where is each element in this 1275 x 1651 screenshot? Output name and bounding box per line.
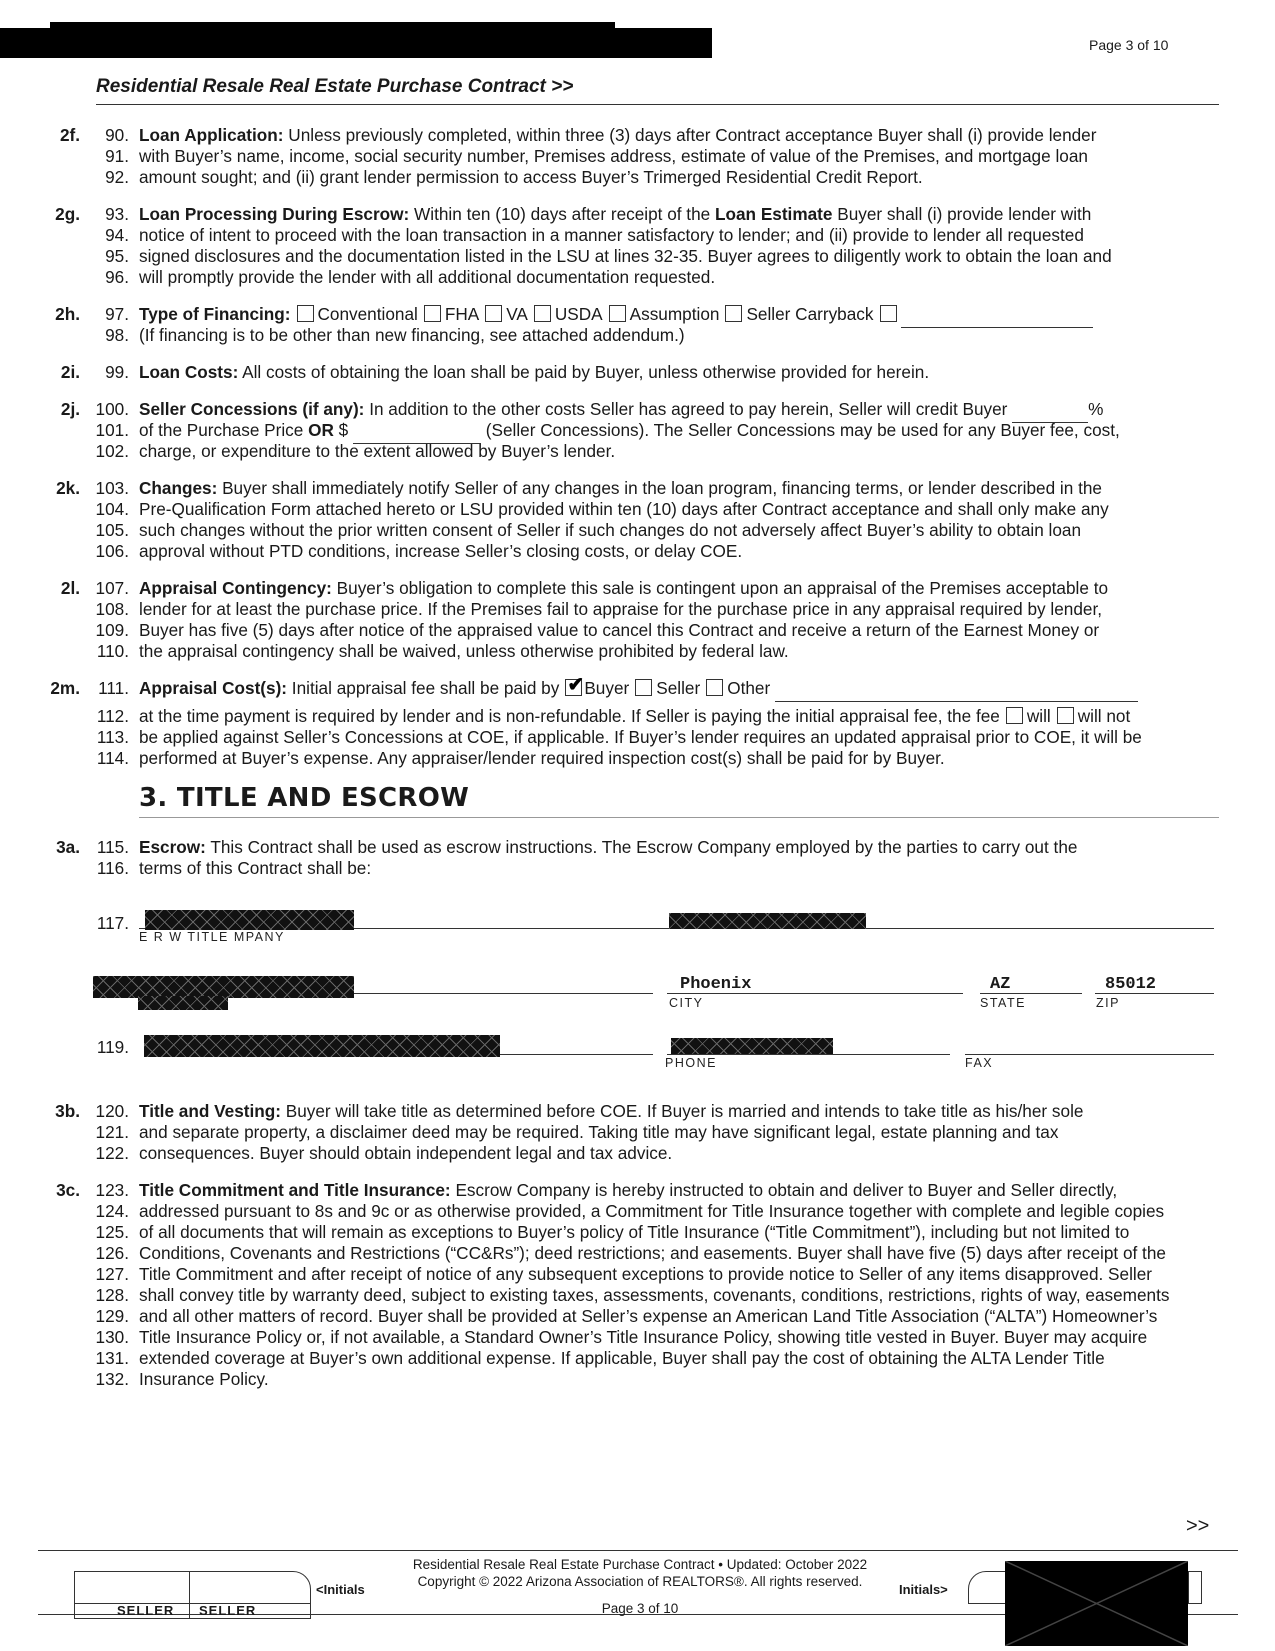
buyer-initials-box-1[interactable] <box>968 1571 1010 1604</box>
appraisal-other-input[interactable] <box>775 680 1138 702</box>
line-number: 122. <box>95 1143 129 1163</box>
option-label: USDA <box>554 304 603 324</box>
para-heading: Changes: <box>139 478 218 498</box>
option-label: Conventional <box>317 304 418 324</box>
line-text: Buyer will take title as determined before COE. If Buyer is married and intends to take title as his/her sole <box>280 1101 1084 1121</box>
redacted-escrow-company <box>145 910 354 930</box>
line-number: 108. <box>95 599 129 619</box>
line-text: consequences. Buyer should obtain independent legal and tax advice. <box>139 1143 673 1163</box>
line-text: (Seller Concessions). The Seller Concessions may be used for any Buyer fee, cost, <box>481 420 1120 440</box>
line-text: signed disclosures and the documentation listed in the LSU at lines 32-35. Buyer agrees to diligently work to obtain the loan and <box>139 246 1112 266</box>
section-label: 3b. <box>55 1101 80 1121</box>
financing-assumption-checkbox[interactable] <box>609 305 626 322</box>
line-text: Title Insurance Policy or, if not available, a Standard Owner’s Title Insurance Policy, showing title vested in Buyer. Buyer may acquire <box>139 1327 1148 1347</box>
line-text: the appraisal contingency shall be waived, unless otherwise prohibited by federal law. <box>139 641 789 661</box>
line-number: 115. <box>96 837 129 857</box>
line-number: 90. <box>105 125 129 145</box>
escrow-company-label: E R W TITLE MPANY <box>139 930 285 944</box>
line-text: lender for at least the purchase price. If the Premises fail to appraise for the purchase price in any appraisal required by lender, <box>139 599 1103 619</box>
line-text: and separate property, a disclaimer deed may be required. Taking title may have significant legal, estate planning and tax <box>139 1122 1059 1142</box>
financing-seller-carryback-checkbox[interactable] <box>725 305 742 322</box>
continued-marker: >> <box>1186 1515 1210 1537</box>
section-label: 3c. <box>56 1180 80 1200</box>
line-number: 91. <box>105 146 129 166</box>
line-number: 111. <box>98 678 129 698</box>
line-number: 102. <box>95 441 129 461</box>
escrow-address-input[interactable] <box>354 993 653 994</box>
para-heading: Escrow: <box>139 837 206 857</box>
line-number: 128. <box>95 1285 129 1305</box>
section-label: 2g. <box>55 204 80 224</box>
financing-usda-checkbox[interactable] <box>534 305 551 322</box>
section-label: 3a. <box>56 837 80 857</box>
line-text: with Buyer’s name, income, social security number, Premises address, estimate of value of the Premises, and mortgage loan <box>139 146 1088 166</box>
escrow-phone-input[interactable] <box>667 1054 950 1055</box>
bold-term: Loan Estimate <box>714 204 833 224</box>
line-number: 100. <box>95 399 129 419</box>
zip-label: ZIP <box>1096 996 1120 1010</box>
section-label: 2k. <box>56 478 80 498</box>
line-text: at the time payment is required by lender and is non-refundable. If Seller is paying the initial appraisal fee, the fee <box>139 706 1000 726</box>
fee-will-not-checkbox[interactable] <box>1057 707 1074 724</box>
line-text: will promptly provide the lender with all additional documentation requested. <box>139 267 716 287</box>
line-number: 92. <box>105 167 129 187</box>
line-number: 101. <box>95 420 129 440</box>
line-number: 112. <box>96 706 129 726</box>
appraisal-buyer-checkbox[interactable] <box>565 679 582 696</box>
redacted-buyer-initials <box>1005 1561 1188 1646</box>
percent-sign: % <box>1088 399 1104 419</box>
seller-label-divider <box>189 1602 190 1618</box>
line-number: 116. <box>96 858 129 878</box>
line-text: notice of intent to proceed with the loan transaction in a manner satisfactory to lender; and (ii) provide to lender all requested <box>139 225 1084 245</box>
line-number: 95. <box>105 246 129 266</box>
line-text: of all documents that will remain as exceptions to Buyer’s policy of Title Insurance (“Title Commitment”), including but not limited to <box>139 1222 1130 1242</box>
line-number: 127. <box>95 1264 129 1284</box>
financing-other-input[interactable] <box>901 306 1093 328</box>
line-text: Conditions, Covenants and Restrictions (“CC&Rs”); deed restrictions; and easements. Buyer shall have five (5) days after receipt of the <box>139 1243 1166 1263</box>
line-number: 96. <box>105 267 129 287</box>
seller-label-2: SELLER <box>199 1603 257 1618</box>
option-label: Seller Carryback <box>746 304 874 324</box>
buyer-initials-box-2[interactable] <box>1188 1571 1202 1604</box>
line-number: 125. <box>95 1222 129 1242</box>
line-number: 120. <box>95 1101 129 1121</box>
redaction-cross <box>1005 1561 1188 1646</box>
phone-label: PHONE <box>665 1056 717 1070</box>
line-text: In addition to the other costs Seller has agreed to pay herein, Seller will credit Buyer <box>364 399 1013 419</box>
line-text: Buyer’s obligation to complete this sale is contingent upon an appraisal of the Premises acceptable to <box>331 578 1109 598</box>
line-number: 110. <box>96 641 129 661</box>
para-heading: Loan Costs: <box>139 362 239 382</box>
seller-label-1: SELLER <box>117 1603 175 1618</box>
para-heading: Title and Vesting: <box>139 1101 281 1121</box>
redacted-escrow-address-2 <box>138 996 228 1010</box>
redacted-escrow-address <box>93 976 354 998</box>
line-number: 117. <box>96 913 129 933</box>
seller-initials-box-2[interactable] <box>189 1571 311 1604</box>
line-number: 98. <box>105 325 129 345</box>
seller-initials-box-1[interactable] <box>74 1571 190 1604</box>
line-text: Title Commitment and after receipt of notice of any subsequent exceptions to provide notice to Seller of any items disapproved. Seller <box>139 1264 1153 1284</box>
line-number: 124. <box>95 1201 129 1221</box>
section-divider <box>139 817 1219 818</box>
option-label: will not <box>1077 706 1131 726</box>
option-label: Other <box>727 678 771 698</box>
line-text: and all other matters of record. Buyer shall be provided at Seller’s expense an American Land Title Association (“ALTA”) Homeowner’s <box>139 1306 1158 1326</box>
initials-right-label: Initials> <box>899 1582 948 1597</box>
line-number: 132. <box>95 1369 129 1389</box>
option-label: Buyer <box>584 678 630 698</box>
line-number: 113. <box>96 727 129 747</box>
line-text: All costs of obtaining the loan shall be paid by Buyer, unless otherwise provided for herein. <box>238 362 930 382</box>
title-divider <box>96 104 1219 105</box>
para-heading: Loan Application: <box>139 125 284 145</box>
line-number: 104. <box>95 499 129 519</box>
escrow-state-value: AZ <box>990 975 1011 994</box>
line-text: (If financing is to be other than new financing, see attached addendum.) <box>139 325 685 345</box>
fee-will-checkbox[interactable] <box>1006 707 1023 724</box>
page-number-top: Page 3 of 10 <box>1089 37 1169 53</box>
state-label: STATE <box>980 996 1026 1010</box>
financing-fha-checkbox[interactable] <box>424 305 441 322</box>
financing-conventional-checkbox[interactable] <box>297 305 314 322</box>
line-text: Escrow Company is hereby instructed to obtain and deliver to Buyer and Seller directly, <box>450 1180 1118 1200</box>
section-heading: 3. TITLE AND ESCROW <box>139 783 470 813</box>
line-number: 103. <box>95 478 129 498</box>
escrow-email-input[interactable] <box>500 1054 653 1055</box>
escrow-zip-value: 85012 <box>1105 975 1157 994</box>
redacted-escrow-phone <box>671 1038 833 1054</box>
para-heading: Seller Concessions (if any): <box>139 399 365 419</box>
para-heading: Appraisal Cost(s): <box>139 678 288 698</box>
line-number: 94. <box>105 225 129 245</box>
line-text: Buyer has five (5) days after notice of the appraised value to cancel this Contract and receive a return of the Earnest Money or <box>139 620 1100 640</box>
escrow-fax-input[interactable] <box>965 1054 1214 1055</box>
line-text: addressed pursuant to 8s and 9c or as otherwise provided, a Commitment for Title Insurance together with complete and legible copies <box>139 1201 1165 1221</box>
line-number: 105. <box>95 520 129 540</box>
section-label: 2m. <box>50 678 80 698</box>
appraisal-other-checkbox[interactable] <box>706 679 723 696</box>
line-number: 109. <box>95 620 129 640</box>
footer-copyright: Copyright © 2022 Arizona Association of REALTORS®. All rights reserved. <box>417 1574 863 1589</box>
fax-label: FAX <box>965 1056 994 1070</box>
line-number: 99. <box>105 362 129 382</box>
initials-left-label: <Initials <box>316 1582 365 1597</box>
line-text: Initial appraisal fee shall be paid by <box>287 678 560 698</box>
line-text: extended coverage at Buyer’s own additional expense. If applicable, Buyer shall pay the cost of obtaining the ALTA Lender Title <box>139 1348 1105 1368</box>
seller-initials-label-box <box>74 1602 311 1619</box>
financing-other-checkbox[interactable] <box>880 305 897 322</box>
footer-form-info: Residential Resale Real Estate Purchase Contract • Updated: October 2022 <box>412 1557 868 1572</box>
line-number: 119. <box>96 1037 129 1057</box>
line-text: This Contract shall be used as escrow instructions. The Escrow Company employed by the parties to carry out the <box>205 837 1078 857</box>
footer-divider <box>38 1550 1238 1551</box>
section-label: 2l. <box>60 578 80 598</box>
line-text: Unless previously completed, within three (3) days after Contract acceptance Buyer shall (i) provide lender <box>283 125 1097 145</box>
para-heading: Type of Financing: <box>139 304 291 324</box>
section-label: 2i. <box>60 362 80 382</box>
option-label: VA <box>506 304 528 324</box>
para-heading: Title Commitment and Title Insurance: <box>139 1180 451 1200</box>
line-text: amount sought; and (ii) grant lender permission to access Buyer’s Trimerged Residential Credit Report. <box>139 167 923 187</box>
line-text: of the Purchase Price <box>139 420 309 440</box>
line-number: 130. <box>95 1327 129 1347</box>
line-number: 114. <box>96 748 129 768</box>
line-number: 131. <box>95 1348 129 1368</box>
line-text: Within ten (10) days after receipt of the <box>409 204 715 224</box>
city-label: CITY <box>669 996 704 1010</box>
financing-va-checkbox[interactable] <box>485 305 502 322</box>
line-text: shall convey title by warranty deed, subject to existing taxes, assessments, covenants, conditions, restrictions, rights of way, easements <box>139 1285 1170 1305</box>
section-label: 2h. <box>55 304 80 324</box>
line-text: approval without PTD conditions, increase Seller’s closing costs, or delay COE. <box>139 541 743 561</box>
redacted-escrow-email <box>144 1035 500 1057</box>
line-number: 106. <box>95 541 129 561</box>
line-text: be applied against Seller’s Concessions at COE, if applicable. If Buyer’s lender requires an updated appraisal prior to COE, it will be <box>139 727 1142 747</box>
line-text: Insurance Policy. <box>139 1369 269 1389</box>
line-number: 129. <box>95 1306 129 1326</box>
line-text: Pre-Qualification Form attached hereto or LSU provided within ten (10) days after Contract acceptance and shall only make any <box>139 499 1109 519</box>
option-label: Assumption <box>629 304 720 324</box>
para-heading: Loan Processing During Escrow: <box>139 204 410 224</box>
footer-page-number: Page 3 of 10 <box>601 1601 679 1616</box>
redacted-header-block <box>0 28 712 58</box>
line-number: 107. <box>95 578 129 598</box>
option-label: FHA <box>444 304 480 324</box>
line-number: 126. <box>95 1243 129 1263</box>
line-text: Buyer shall immediately notify Seller of any changes in the loan program, financing terms, or lender described in the <box>217 478 1102 498</box>
line-text: terms of this Contract shall be: <box>139 858 372 878</box>
line-number: 123. <box>95 1180 129 1200</box>
line-number: 93. <box>105 204 129 224</box>
bold-or: OR <box>308 420 334 440</box>
line-text: Buyer shall (i) provide lender with <box>832 204 1092 224</box>
section-label: 2f. <box>59 125 80 145</box>
form-title: Residential Resale Real Estate Purchase Contract >> <box>96 76 574 97</box>
appraisal-seller-checkbox[interactable] <box>635 679 652 696</box>
line-text: such changes without the prior written consent of Seller if such changes do not adversely affect Buyer’s ability to obtain loan <box>139 520 1082 540</box>
line-text: performed at Buyer’s expense. Any appraiser/lender required inspection cost(s) shall be paid for by Buyer. <box>139 748 945 768</box>
para-heading: Appraisal Contingency: <box>139 578 332 598</box>
line-number: 121. <box>95 1122 129 1142</box>
option-label: will <box>1026 706 1051 726</box>
section-label: 2j. <box>60 399 80 419</box>
escrow-city-value: Phoenix <box>680 975 752 994</box>
dollar-sign: $ <box>333 420 353 440</box>
redacted-escrow-officer <box>669 913 866 929</box>
line-text: charge, or expenditure to the extent allowed by Buyer’s lender. <box>139 441 616 461</box>
option-label: Seller <box>656 678 701 698</box>
line-number: 97. <box>105 304 129 324</box>
